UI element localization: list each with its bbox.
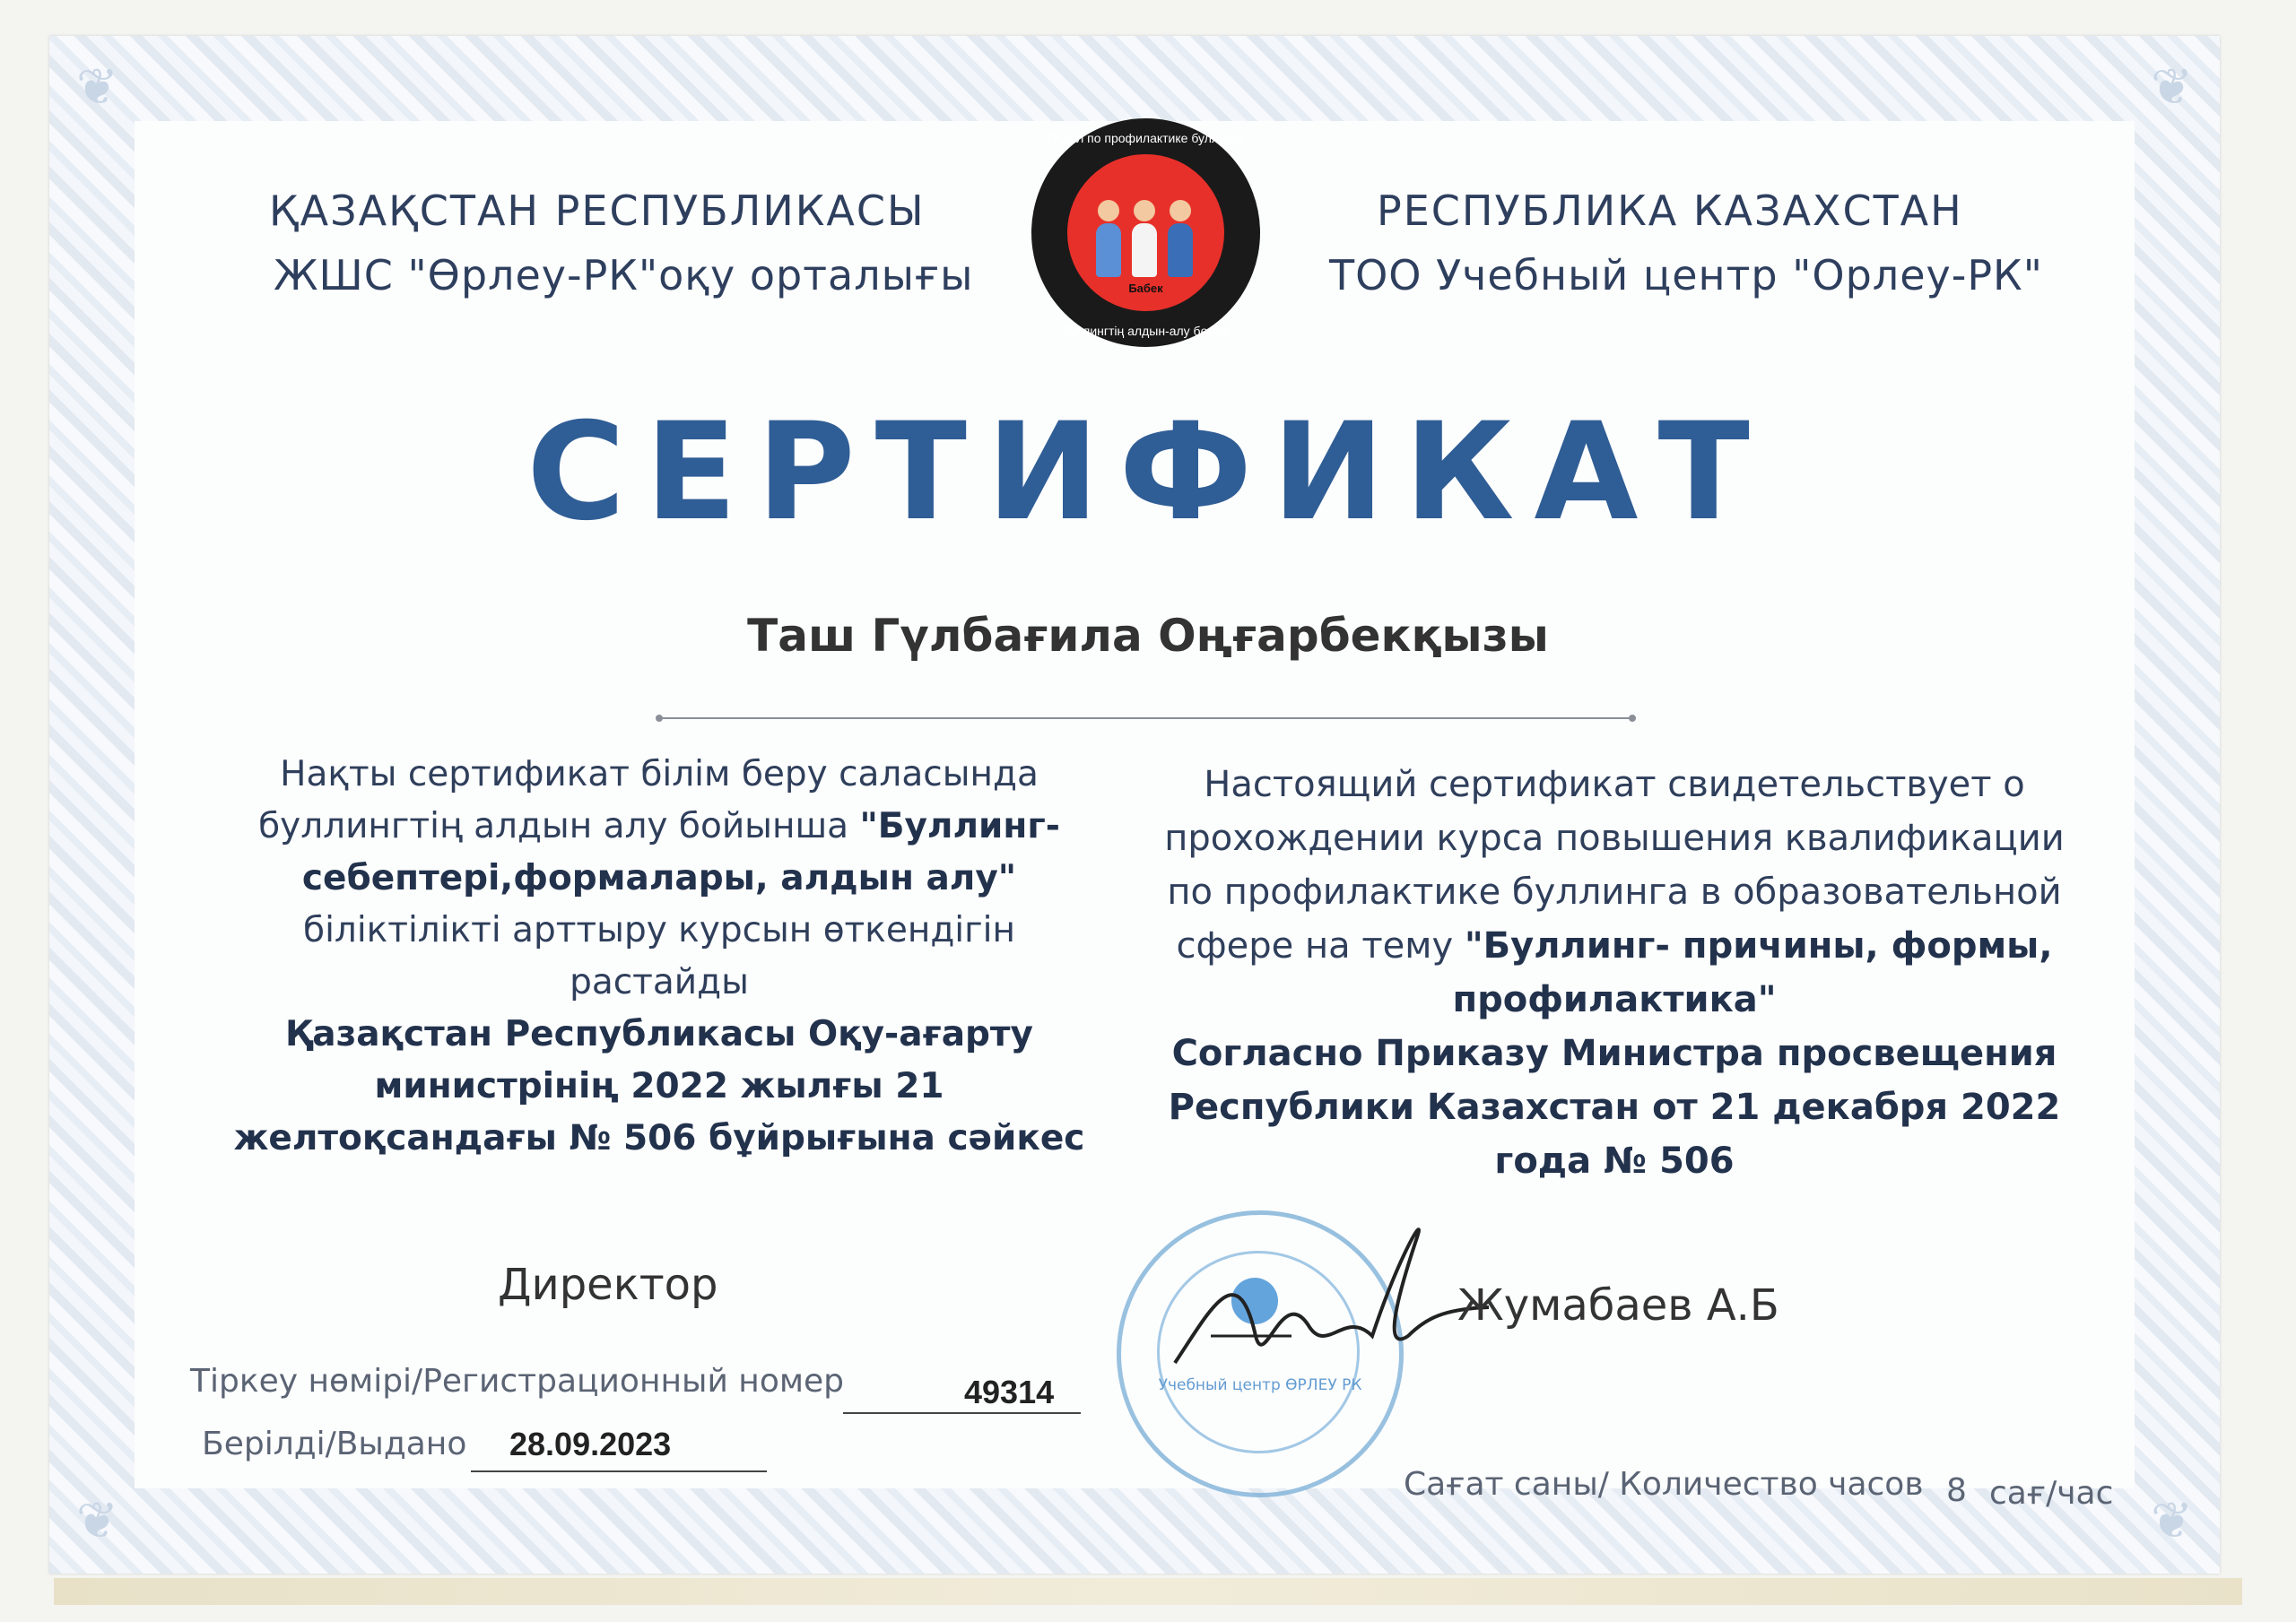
corner-ornament-icon: ❦ [2151,1492,2193,1550]
hours-label: Сағат саны/ Количество часов [1404,1466,1924,1503]
kz-line: Нақты сертификат білім беру саласында [280,754,1039,794]
kz-line: растайды [570,962,749,1002]
signature-icon [1157,1201,1498,1390]
recipient-name: Таш Гүлбағила Оңғарбекқызы [747,610,1549,662]
corner-ornament-icon: ❦ [2151,58,2193,117]
order-ref-kz: министрінің 2022 жылғы 21 [374,1066,944,1106]
child-figure-icon [1132,223,1157,277]
corner-ornament-icon: ❦ [76,1492,118,1550]
name-divider [659,717,1632,719]
table-edge [54,1578,2242,1605]
kazakh-text-block [211,749,1108,1165]
registration-number: 49314 [964,1374,1055,1410]
hours-unit: сағ/час [1989,1475,2114,1512]
russian-text-block [1103,758,2126,1188]
header-left-country: ҚАЗАҚСТАН РЕСПУБЛИКАСЫ [269,186,926,235]
logo-ring-text: буллингтің алдын-алу бөлімі [1062,324,1230,338]
logo-emblem [1067,154,1224,311]
logo-caption: Бабек [1128,282,1163,295]
ru-line: сфере на тему "Буллинг- причины, формы, [1176,925,2053,967]
certificate-title: СЕРТИФИКАТ [526,395,1770,551]
order-ref-ru: года № 506 [1494,1141,1735,1182]
issued-label: Берілді/Выдано [202,1426,467,1462]
corner-ornament-icon: ❦ [76,58,118,117]
ru-line: по профилактике буллинга в образовательной [1167,872,2062,913]
issued-underline [471,1470,767,1472]
registration-underline [843,1412,1081,1414]
bullying-prevention-logo [1031,118,1260,347]
registration-label: Тіркеу нөмірі/Регистрационный номер [190,1363,845,1400]
kz-line: буллингтің алдын алу бойынша "Буллинг- [258,806,1060,846]
order-ref-ru: Согласно Приказу Министра просвещения [1171,1033,2057,1074]
stamp-text: Учебный центр ӨРЛЕУ РК [1158,1376,1362,1394]
header-right-org: ТОО Учебный центр "Орлеу-РК" [1329,251,2043,299]
order-ref-kz: желтоқсандағы № 506 бұйрығына сәйкес [233,1118,1085,1158]
child-figure-icon [1168,223,1193,277]
logo-ring-text: Отдел по профилактике буллинга [1047,131,1245,145]
order-ref-kz: Қазақстан Республикасы Оқу-ағарту [285,1014,1033,1054]
header-left-org: ЖШС "Өрлеу-РК"оқу орталығы [274,251,974,299]
signer-name: Жумабаев А.Б [1457,1280,1779,1331]
issued-date: 28.09.2023 [509,1426,672,1462]
child-figure-icon [1096,223,1121,277]
director-label: Директор [498,1260,718,1310]
ru-line: Настоящий сертификат свидетельствует о [1204,764,2025,805]
course-title-kz: себептері,формалары, алдын алу" [301,858,1017,898]
order-ref-ru: Республики Казахстан от 21 декабря 2022 [1168,1087,2061,1128]
course-title-ru: профилактика" [1452,979,1777,1020]
kz-line: біліктілікті арттыру курсын өткендігін [303,910,1015,950]
hours-value: 8 [1946,1472,1967,1509]
header-right-country: РЕСПУБЛИКА КАЗАХСТАН [1377,186,1963,235]
ru-line: прохождении курса повышения квалификации [1164,818,2065,859]
